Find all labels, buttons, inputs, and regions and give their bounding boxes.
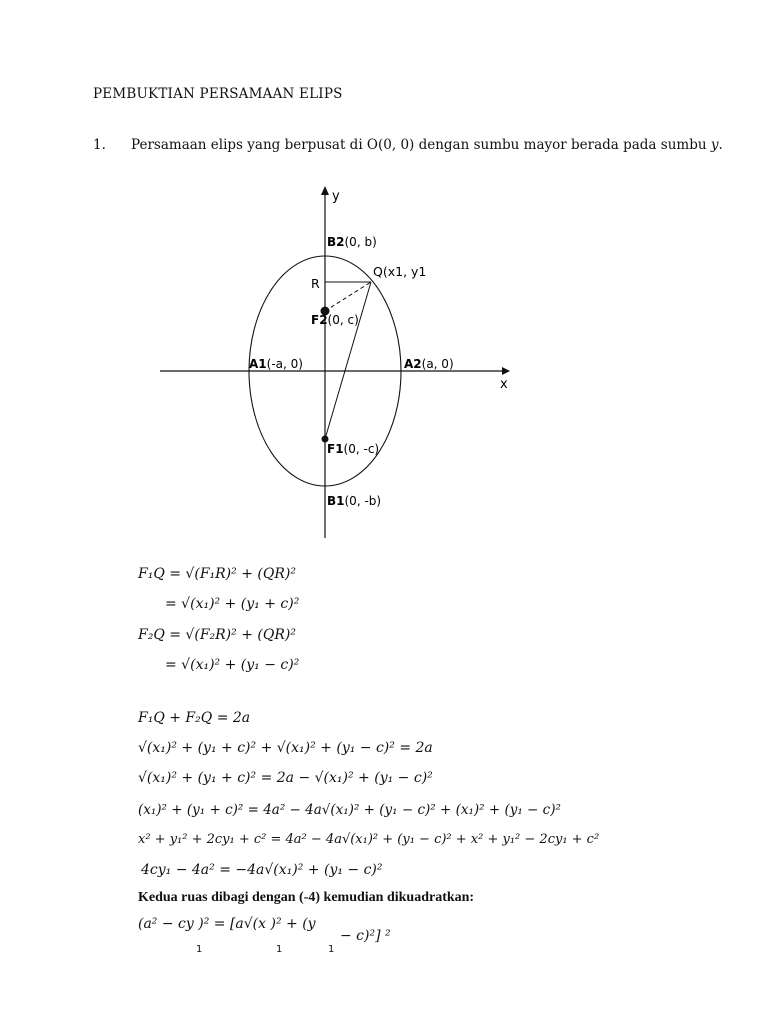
a2-label-bold: A2 <box>404 357 422 371</box>
equation-11-subscript-1: 1 <box>196 944 203 955</box>
equation-8: (x₁)² + (y₁ + c)² = 4a² − 4a√(x₁)² + (y₁ − c)² + (x₁)² + (y₁ − c)² <box>138 802 561 818</box>
a1-label <box>249 357 303 371</box>
equation-7: √(x₁)² + (y₁ + c)² = 2a − √(x₁)² + (y₁ − c)² <box>138 770 433 786</box>
b2-label-coord: (0, b) <box>344 235 377 249</box>
equation-5: F₁Q + F₂Q = 2a <box>138 710 251 726</box>
equation-4: = √(x₁)² + (y₁ − c)² <box>165 657 300 673</box>
r-label: R <box>311 276 320 291</box>
note-text: Kedua ruas dibagi dengan (-4) kemudian dikuadratkan: <box>138 890 475 905</box>
f2-label-coord: (0, c) <box>327 313 359 327</box>
item-text-prefix: Persamaan elips yang berpusat di O(0, 0) dengan sumbu mayor berada pada sumbu <box>131 137 711 153</box>
a2-label-coord: (a, 0) <box>421 357 454 371</box>
b2-label <box>327 235 377 249</box>
item-text-var: y <box>710 137 719 153</box>
equation-11-tail: − c)²] ² <box>340 928 391 944</box>
equation-6: √(x₁)² + (y₁ + c)² + √(x₁)² + (y₁ − c)² = 2a <box>138 740 433 756</box>
equation-11-subscript-3: 1 <box>328 944 335 955</box>
equation-11-subscript-2: 1 <box>276 944 283 955</box>
b2-label-bold: B2 <box>327 235 345 249</box>
x-axis-arrow-icon <box>502 367 510 375</box>
equation-3: F₂Q = √(F₂R)² + (QR)² <box>138 627 296 643</box>
a1-label-bold: A1 <box>249 357 267 371</box>
f1-label-bold: F1 <box>327 442 344 456</box>
y-axis-arrow-icon <box>321 186 329 195</box>
item-number: 1. <box>93 137 106 153</box>
b1-label <box>327 494 381 508</box>
a1-label-coord: (-a, 0) <box>266 357 303 371</box>
f1-to-q-line <box>325 282 371 439</box>
equation-9: x² + y₁² + 2cy₁ + c² = 4a² − 4a√(x₁)² + (y₁ − c)² + x² + y₁² − 2cy₁ + c² <box>138 832 600 847</box>
q-label: Q(x1, y1 <box>373 264 427 279</box>
f1-label-coord: (0, -c) <box>343 442 380 456</box>
a2-label <box>404 357 454 371</box>
equation-1: F₁Q = √(F₁R)² + (QR)² <box>138 566 296 582</box>
equation-10: 4cy₁ − 4a² = −4a√(x₁)² + (y₁ − c)² <box>141 862 383 878</box>
equation-2: = √(x₁)² + (y₁ + c)² <box>165 596 300 612</box>
b1-label-bold: B1 <box>327 494 345 508</box>
x-axis-label: x <box>500 377 508 392</box>
b1-label-coord: (0, -b) <box>344 494 382 508</box>
f2-label-bold: F2 <box>311 313 328 327</box>
f2-label <box>311 313 359 327</box>
f1-label <box>327 442 379 456</box>
equation-11: (a² − cy )² = [a√(x )² + (y <box>138 916 316 932</box>
item-text-suffix: . <box>718 137 723 153</box>
document-title: PEMBUKTIAN PERSAMAAN ELIPS <box>93 86 343 102</box>
y-axis-label: y <box>332 189 340 204</box>
